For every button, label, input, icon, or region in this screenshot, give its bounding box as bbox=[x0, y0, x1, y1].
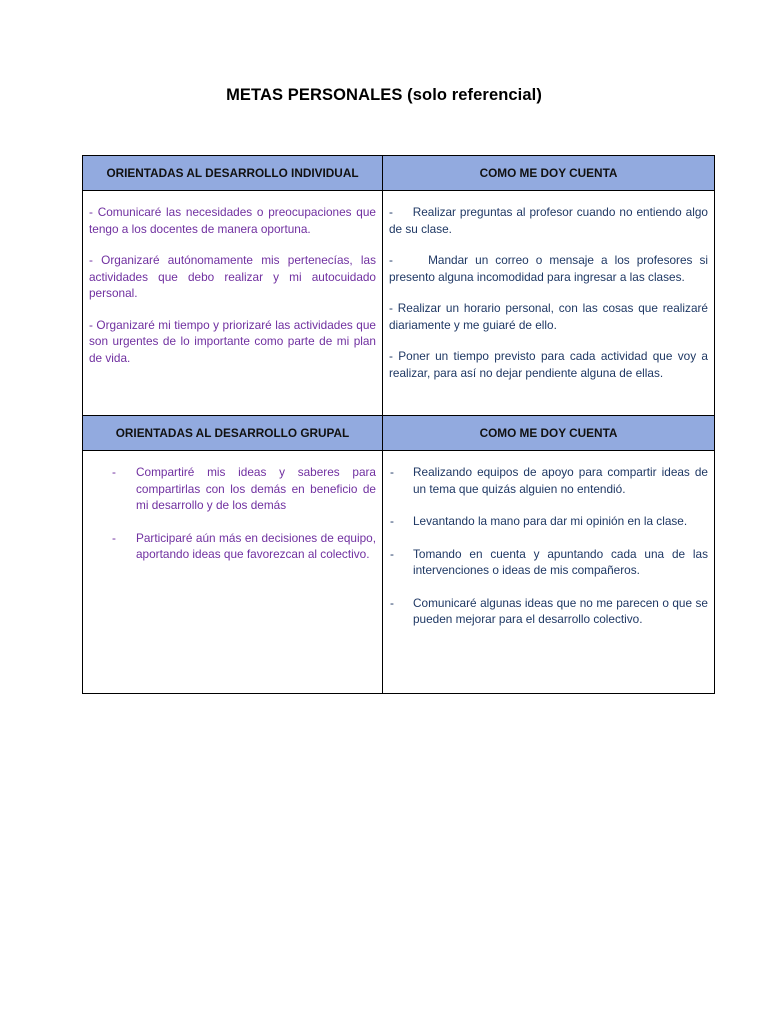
list-item: - Comunicaré algunas ideas que no me parecen o que se pueden mejorar para el desarrollo colectivo. bbox=[390, 595, 708, 626]
evidence-item: - Poner un tiempo previsto para cada actividad que voy a realizar, para así no dejar pendiente alguna de ellas. bbox=[389, 349, 708, 380]
bullet: - bbox=[390, 595, 394, 610]
evidence-item: - Realizar un horario personal, con las cosas que realizaré diariamente y me guiaré de ello. bbox=[389, 301, 708, 332]
header-individual: ORIENTADAS AL DESARROLLO INDIVIDUAL bbox=[83, 156, 383, 191]
cell-individual-goals bbox=[83, 191, 383, 416]
list-item: - Compartiré mis ideas y saberes para compartirlas con los demás en beneficio de mi desarrollo y de los demás bbox=[112, 465, 376, 512]
list-item: - Realizando equipos de apoyo para compartir ideas de un tema que quizás alguien no entendió. bbox=[390, 465, 708, 496]
header-como-me-doy-cuenta-1: COMO ME DOY CUENTA bbox=[383, 156, 715, 191]
bullet: - bbox=[390, 514, 394, 528]
list-item: - Levantando la mano para dar mi opinión en la clase. bbox=[390, 514, 688, 528]
cell-individual-evidence bbox=[383, 191, 715, 416]
bullet: - bbox=[390, 465, 394, 479]
header-como-me-doy-cuenta-2: COMO ME DOY CUENTA bbox=[383, 416, 715, 451]
cell-grupal-goals bbox=[83, 451, 383, 694]
page-title: METAS PERSONALES (solo referencial) bbox=[226, 86, 542, 104]
table-header-row bbox=[83, 156, 715, 191]
table-header-row bbox=[83, 416, 715, 451]
goal-item: - Organizaré autónomamente mis pertenecías, las actividades que debo realizar y mi autocuidado personal. bbox=[89, 253, 376, 300]
table-row-individual bbox=[83, 191, 715, 416]
list-item: - Participaré aún más en decisiones de equipo, aportando ideas que favorezcan al colectivo. bbox=[112, 530, 376, 561]
bullet: - bbox=[112, 465, 116, 479]
evidence-item: - Realizar preguntas al profesor cuando no entiendo algo de su clase. bbox=[389, 205, 712, 236]
goal-item: - Comunicaré las necesidades o preocupaciones que tengo a los docentes de manera oportuna. bbox=[89, 205, 376, 236]
goals-table bbox=[82, 155, 715, 694]
header-grupal: ORIENTADAS AL DESARROLLO GRUPAL bbox=[83, 416, 383, 451]
table-row-grupal bbox=[83, 451, 715, 694]
list-item: - Tomando en cuenta y apuntando cada una de las intervenciones o ideas de mis compañeros. bbox=[390, 546, 708, 577]
cell-grupal-evidence bbox=[383, 451, 715, 694]
goal-item: - Organizaré mi tiempo y priorizaré las actividades que son urgentes de lo importante como parte de mi plan de vida. bbox=[89, 317, 376, 365]
bullet: - bbox=[112, 530, 116, 545]
evidence-item: - Mandar un correo o mensaje a los profesores si presento alguna incomodidad para ingresar a las clases. bbox=[389, 253, 712, 284]
bullet: - bbox=[390, 546, 394, 561]
